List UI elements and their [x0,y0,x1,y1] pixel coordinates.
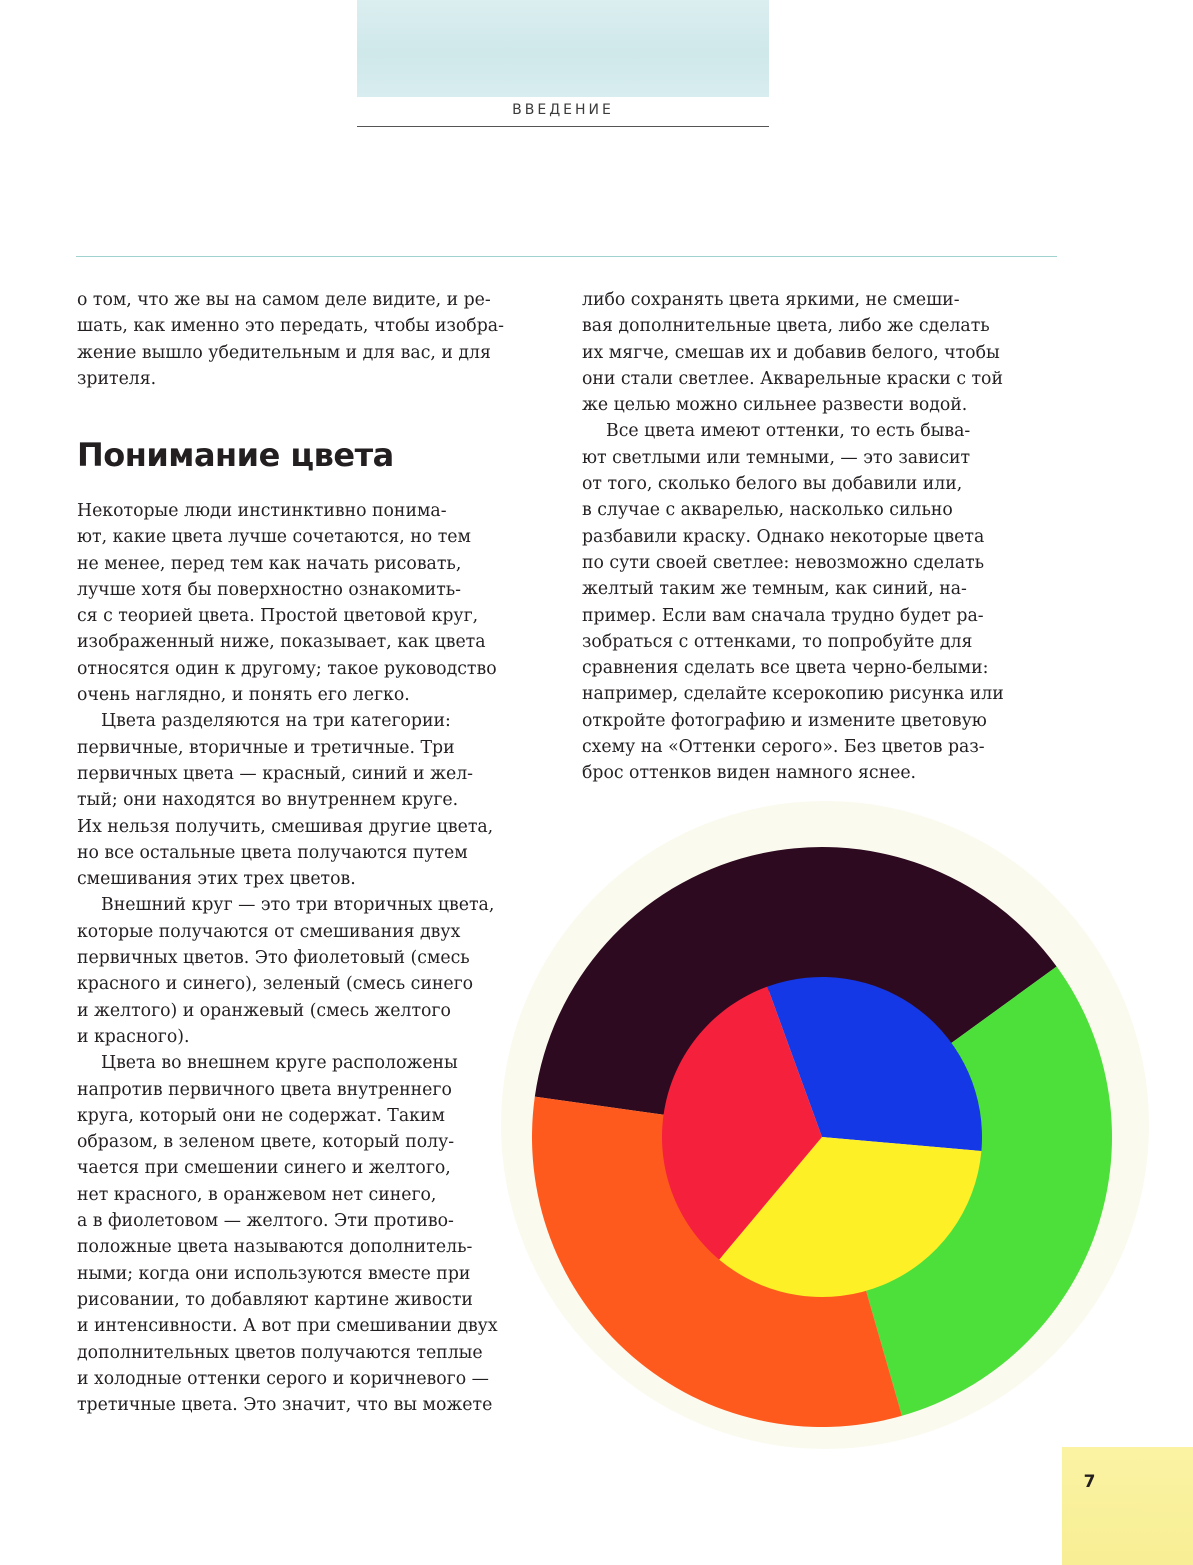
text-line: либо сохранять цвета яркими, не смеши- [582,290,960,310]
page-tab [1062,1447,1193,1565]
text-line: положные цвета называются дополнитель- [77,1237,473,1258]
header-watercolor-band [357,0,769,97]
text-line: жение вышло убедительным и для вас, и для [77,342,491,363]
text-line: нет красного, в оранжевом нет синего, [77,1184,437,1205]
text-line: например, сделайте ксерокопию рисунка или [582,684,1004,705]
text-line: круга, который они не содержат. Таким [77,1105,445,1126]
text-line: дополнительных цветов получаются теплые [77,1342,483,1363]
text-line: разбавили краску. Однако некоторые цвета [582,526,985,547]
text-line: первичные, вторичные и третичные. Три [77,737,455,758]
text-line: Их нельзя получить, смешивая другие цвета, [77,816,494,837]
text-line: же целью можно сильнее развести водой. [582,395,968,416]
text-line: шать, как именно это передать, чтобы изобра- [77,316,504,337]
text-line: первичных цветов. Это фиолетовый (смесь [77,948,470,969]
text-line: пример. Если вам сначала трудно будет ра- [582,605,984,626]
text-line: вая дополнительные цвета, либо же сделать [582,316,990,337]
chapter-label: ВВЕДЕНИЕ [512,102,614,118]
text-line: их мягче, смешав их и добавив белого, чтобы [582,342,1000,363]
text-line: образом, в зеленом цвете, который полу- [77,1132,455,1153]
section-heading: Понимание цвета [77,436,394,474]
right-column-body [582,287,1062,787]
chapter-rule [357,126,769,127]
text-line: Цвета разделяются на три категории: [101,711,451,732]
text-line: рисовании, то добавляют картине живости [77,1289,473,1310]
teal-divider [76,256,1057,257]
text-line: чается при смешении синего и желтого, [77,1158,451,1179]
text-line: схему на «Оттенки серого». Без цветов раз- [582,737,985,758]
text-line: в случае с акварелью, насколько сильно [582,500,953,521]
text-line: изображенный ниже, показывает, как цвета [77,632,486,653]
text-line: и красного). [77,1026,190,1047]
text-line: смешивания этих трех цветов. [77,869,356,890]
left-column-body [77,498,557,1418]
text-line: Все цвета имеют оттенки, то есть быва- [606,421,971,442]
text-line: Некоторые люди инстинктивно понима- [77,501,447,521]
text-line: они стали светлее. Акварельные краски с той [582,368,1003,389]
text-line: тый; они находятся во внутреннем круге. [77,790,459,811]
text-line: Цвета во внешнем круге расположены [101,1053,458,1074]
text-line: желтый таким же темным, как синий, на- [582,579,967,600]
text-line: но все остальные цвета получаются путем [77,842,468,863]
text-line: ют светлыми или темными, — это зависит [582,447,971,468]
text-line: первичных цвета — красный, синий и жел- [77,763,474,784]
text-line: и интенсивности. А вот при смешивании двух [77,1316,498,1337]
text-line: относятся один к другому; такое руководство [77,658,497,679]
text-line: а в фиолетовом — желтого. Эти противо- [77,1211,454,1232]
text-line: ют, какие цвета лучше сочетаются, но тем [77,527,471,548]
text-line: и желтого) и оранжевый (смесь желтого [77,1000,451,1021]
text-line: сравнения сделать все цвета черно-белыми: [582,658,989,679]
page-number: 7 [1083,1472,1096,1492]
text-line: ными; когда они используются вместе при [77,1263,471,1284]
text-line: лучше хотя бы поверхностно ознакомить- [77,579,462,600]
text-line: не менее, перед тем как начать рисовать, [77,553,462,574]
text-line: ся с теорией цвета. Простой цветовой круг, [77,606,479,627]
text-line: откройте фотографию и измените цветовую [582,710,987,731]
text-line: брос оттенков виден намного яснее. [582,763,917,784]
text-line: напротив первичного цвета внутреннего [77,1079,452,1100]
left-column-intro [77,287,557,392]
text-line: от того, сколько белого вы добавили или, [582,474,963,495]
text-line: очень наглядно, и понять его легко. [77,685,410,706]
text-line: Внешний круг — это три вторичных цвета, [101,895,495,916]
text-line: которые получаются от смешивания двух [77,921,461,942]
text-line: красного и синего), зеленый (смесь синего [77,974,474,995]
color-wheel-figure [500,800,1150,1450]
text-line: зобраться с оттенками, то попробуйте для [582,631,973,652]
text-line: о том, что же вы на самом деле видите, и ре- [77,290,491,310]
color-wheel [500,800,1150,1450]
text-line: и холодные оттенки серого и коричневого — [77,1368,489,1389]
text-line: третичные цвета. Это значит, что вы можете [77,1395,493,1416]
text-line: зрителя. [77,368,157,389]
text-line: по сути своей светлее: невозможно сделать [582,552,985,573]
